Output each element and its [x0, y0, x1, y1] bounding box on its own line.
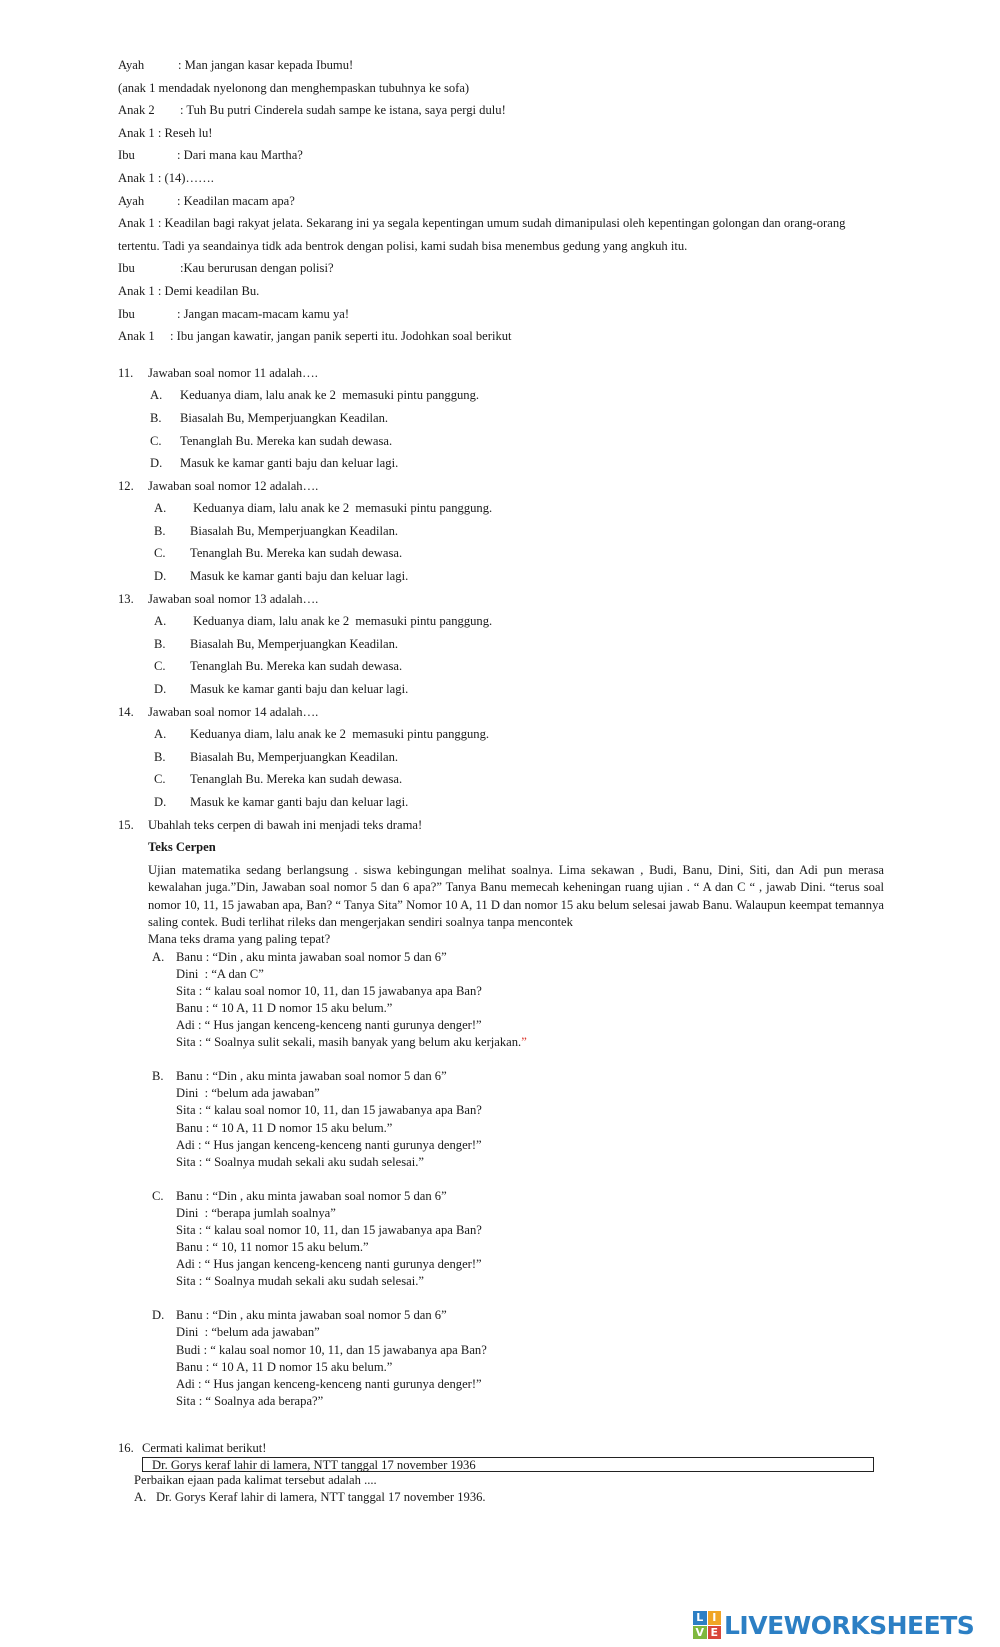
- options-list: [118, 497, 884, 587]
- option-letter: B.: [152, 1069, 164, 1084]
- drama-line: [152, 1273, 884, 1290]
- logo-mark-letter: V: [693, 1626, 707, 1640]
- option-b[interactable]: [148, 633, 884, 656]
- option-d[interactable]: [148, 791, 884, 814]
- drama-option-b[interactable]: [118, 1068, 884, 1171]
- drama-line: [152, 1085, 884, 1102]
- option-letter: C.: [152, 1188, 164, 1203]
- dialogue-text: (anak 1 mendadak nyelonong dan menghempaskan tubuhnya ke sofa): [118, 80, 470, 95]
- option-text: Masuk ke kamar ganti baju dan keluar lagi.: [190, 682, 409, 697]
- option-text: Masuk ke kamar ganti baju dan keluar lagi.: [180, 456, 399, 471]
- options-list: [118, 610, 884, 700]
- option-text: Tenanglah Bu. Mereka kan sudah dewasa.: [190, 659, 403, 674]
- dialogue-text: Dari mana kau Martha?: [183, 148, 303, 163]
- drama-line: [152, 1239, 884, 1256]
- cerpen-prompt: Mana teks drama yang paling tepat?: [148, 932, 331, 947]
- speaker: Anak 1 : Demi keadilan Bu.: [118, 283, 260, 298]
- question-head: [118, 588, 884, 611]
- drama-text: Adi : “ Hus jangan kenceng-kenceng nanti gurunya denger!”: [176, 1018, 482, 1033]
- cerpen-title: Teks Cerpen: [148, 840, 216, 855]
- logo-mark-letter: E: [708, 1626, 722, 1640]
- dialogue-text: Kau berurusan dengan polisi?: [183, 261, 334, 276]
- option-text: Keduanya diam, lalu anak ke 2 memasuki pintu panggung.: [190, 501, 493, 516]
- option-c[interactable]: [148, 430, 884, 453]
- drama-text: Banu : “Din , aku minta jawaban soal nomor 5 dan 6”: [176, 949, 447, 964]
- dialogue-text: Ibu jangan kawatir, jangan panik seperti itu. Jodohkan soal berikut: [176, 329, 512, 344]
- drama-text: Adi : “ Hus jangan kenceng-kenceng nanti gurunya denger!”: [176, 1376, 482, 1391]
- option-letter: D.: [154, 682, 167, 697]
- drama-option-d[interactable]: [118, 1307, 884, 1410]
- drama-line: [152, 1307, 884, 1324]
- speaker: Ibu: [118, 306, 135, 321]
- option-text: Tenanglah Bu. Mereka kan sudah dewasa.: [190, 772, 403, 787]
- dialogue-after-section: [118, 257, 884, 347]
- drama-text: Adi : “ Hus jangan kenceng-kenceng nanti gurunya denger!”: [176, 1257, 482, 1272]
- question-15: [118, 814, 884, 1410]
- drama-text: Banu : “Din , aku minta jawaban soal nomor 5 dan 6”: [176, 1069, 447, 1084]
- option-letter: A.: [134, 1489, 147, 1504]
- drama-text: Budi : “ kalau soal nomor 10, 11, dan 15 jawabanya apa Ban?: [176, 1342, 487, 1357]
- dialogue-line: [118, 54, 884, 77]
- drama-line: [152, 1342, 884, 1359]
- option-a[interactable]: [148, 610, 884, 633]
- dialogue-line: [118, 257, 884, 280]
- drama-line: [152, 1000, 884, 1017]
- question-number: 15.: [118, 817, 134, 832]
- option-letter: B.: [154, 636, 166, 651]
- question-head: [118, 475, 884, 498]
- drama-option-a[interactable]: [118, 949, 884, 1052]
- drama-line: [152, 1137, 884, 1154]
- dialogue-line: [118, 303, 884, 326]
- option-c[interactable]: [148, 542, 884, 565]
- question-11: [118, 362, 884, 475]
- logo-text: LIVEWORKSHEETS: [724, 1610, 975, 1640]
- drama-text: Dini : “A dan C”: [176, 966, 264, 981]
- drama-text: Banu : “ 10, 11 nomor 15 aku belum.”: [176, 1240, 369, 1255]
- question-text: Jawaban soal nomor 11 adalah….: [148, 365, 318, 380]
- speaker: Anak 1 : Reseh lu!: [118, 125, 213, 140]
- option-a[interactable]: [148, 497, 884, 520]
- drama-line: [152, 1359, 884, 1376]
- option-letter: C.: [154, 772, 166, 787]
- drama-line: [152, 1120, 884, 1137]
- dialogue-text: Man jangan kasar kepada Ibumu!: [184, 58, 354, 72]
- separator: :: [180, 261, 184, 276]
- drama-line: [152, 1256, 884, 1273]
- q16-option-a[interactable]: [118, 1489, 884, 1506]
- speaker: Anak 1: [118, 329, 155, 344]
- dialogue-text: Jangan macam-macam kamu ya!: [183, 306, 350, 321]
- option-text: Dr. Gorys Keraf lahir di lamera, NTT tanggal 17 november 1936.: [156, 1489, 486, 1504]
- option-letter: A.: [154, 614, 167, 629]
- drama-text: Sita : “ kalau soal nomor 10, 11, dan 15 jawabanya apa Ban?: [176, 1222, 482, 1237]
- question-number: 11.: [118, 365, 134, 380]
- drama-text: Dini : “belum ada jawaban”: [176, 1325, 320, 1340]
- drama-line: [152, 1324, 884, 1341]
- drama-text: Banu : “Din , aku minta jawaban soal nomor 5 dan 6”: [176, 1308, 447, 1323]
- dialogue-line: [118, 144, 884, 167]
- option-text: Keduanya diam, lalu anak ke 2 memasuki pintu panggung.: [180, 388, 480, 403]
- dialogue-line: [118, 122, 884, 145]
- drama-text: Sita : “ Soalnya mudah sekali aku sudah selesai.”: [176, 1154, 424, 1169]
- dialogue-line: [118, 280, 884, 303]
- option-b[interactable]: [148, 746, 884, 769]
- option-c[interactable]: [148, 655, 884, 678]
- drama-line: [152, 1154, 884, 1171]
- drama-line: [152, 966, 884, 983]
- drama-text: Sita : “ kalau soal nomor 10, 11, dan 15 jawabanya apa Ban?: [176, 1103, 482, 1118]
- option-a[interactable]: [148, 384, 884, 407]
- drama-text: Sita : “ Soalnya mudah sekali aku sudah selesai.”: [176, 1274, 424, 1289]
- drama-line: [152, 1205, 884, 1222]
- question-text: Jawaban soal nomor 13 adalah….: [148, 591, 319, 606]
- question-number: 12.: [118, 478, 134, 493]
- dialogue-line: [118, 99, 884, 122]
- options-list: [118, 384, 884, 474]
- dialogue-line: [118, 77, 884, 100]
- speaker: Ayah: [118, 193, 145, 208]
- options-list: [118, 723, 884, 813]
- drama-line: [152, 1188, 884, 1205]
- drama-text: Sita : “ Soalnya ada berapa?”: [176, 1393, 324, 1408]
- drama-option-c[interactable]: [118, 1188, 884, 1291]
- option-letter: B.: [154, 749, 166, 764]
- option-letter: D.: [152, 1308, 165, 1323]
- option-letter: C.: [154, 546, 166, 561]
- drama-line: [152, 1393, 884, 1410]
- logo-mark-letter: I: [708, 1611, 722, 1625]
- option-d[interactable]: [148, 678, 884, 701]
- question-number: 16.: [118, 1440, 134, 1455]
- option-letter: B.: [154, 523, 166, 538]
- option-b[interactable]: [148, 520, 884, 543]
- drama-text: Sita : “ Soalnya sulit sekali, masih banyak yang belum aku kerjakan.: [176, 1035, 522, 1050]
- drama-text: Sita : “ kalau soal nomor 10, 11, dan 15 jawabanya apa Ban?: [176, 983, 482, 998]
- drama-text: Banu : “ 10 A, 11 D nomor 15 aku belum.”: [176, 1359, 393, 1374]
- questions-section: [118, 362, 884, 814]
- dialogue-line: [118, 190, 884, 213]
- drama-text: Dini : “belum ada jawaban”: [176, 1086, 320, 1101]
- question-13: [118, 588, 884, 701]
- question-number: 13.: [118, 591, 134, 606]
- option-letter: B.: [150, 410, 162, 425]
- worksheet-page: [118, 54, 884, 1506]
- boxed-sentence: Dr. Gorys keraf lahir di lamera, NTT tanggal 17 november 1936: [142, 1457, 874, 1472]
- option-letter: C.: [154, 659, 166, 674]
- question-text: Jawaban soal nomor 14 adalah….: [148, 704, 319, 719]
- drama-text: Banu : “Din , aku minta jawaban soal nomor 5 dan 6”: [176, 1188, 447, 1203]
- option-c[interactable]: [148, 768, 884, 791]
- option-letter: A.: [154, 501, 167, 516]
- question-text: Jawaban soal nomor 12 adalah….: [148, 478, 319, 493]
- option-text: Biasalah Bu, Memperjuangkan Keadilan.: [190, 749, 399, 764]
- option-letter: D.: [154, 569, 167, 584]
- logo-mark-icon: [693, 1611, 721, 1639]
- drama-line: [152, 1376, 884, 1393]
- option-text: Biasalah Bu, Memperjuangkan Keadilan.: [190, 636, 399, 651]
- speaker: Ibu: [118, 261, 135, 276]
- option-d[interactable]: [148, 452, 884, 475]
- drama-text: Banu : “ 10 A, 11 D nomor 15 aku belum.”: [176, 1120, 393, 1135]
- option-text: Keduanya diam, lalu anak ke 2 memasuki pintu panggung.: [190, 727, 490, 742]
- option-text: Masuk ke kamar ganti baju dan keluar lagi.: [190, 569, 409, 584]
- dialogue-line: [118, 325, 884, 348]
- drama-line: [152, 983, 884, 1000]
- cerpen-body: Ujian matematika sedang berlangsung . siswa kebingungan melihat soalnya. Lima sekawan , Budi, Banu, Dini, Siti, dan Adi pun merasa kewalahan juga.”Din, Jawaban soal nomor 5 dan 6 apa?” Tanya Banu memecah keheningan ruang ujian . “ A dan C “ , jawab Dini. “terus soal nomor 10, 11, 15 jawaban apa, Ban? “ Tanya Sita” Nomor 10 A, 11 D dan nomor 15 aku belum selesai jawab Banu. Walaupun keempat temannya saling contek. Budi terlihat rileks dan mengerjakan sendiri soalnya tanpa mencontek: [148, 863, 884, 930]
- option-letter: D.: [154, 795, 167, 809]
- option-a[interactable]: [148, 723, 884, 746]
- option-letter: C.: [150, 433, 162, 448]
- question-16: [118, 1440, 884, 1506]
- speaker: Anak 2: [118, 103, 155, 118]
- option-letter: A.: [152, 949, 165, 964]
- question-text: Cermati kalimat berikut!: [142, 1440, 267, 1455]
- drama-options: [118, 949, 884, 1410]
- option-letter: A.: [150, 388, 163, 403]
- question-head: [118, 362, 884, 385]
- liveworksheets-logo[interactable]: [693, 1611, 993, 1639]
- option-b[interactable]: [148, 407, 884, 430]
- drama-text: Banu : “ 10 A, 11 D nomor 15 aku belum.”: [176, 1000, 393, 1015]
- separator: :: [170, 329, 177, 344]
- option-text: Biasalah Bu, Memperjuangkan Keadilan.: [180, 410, 389, 425]
- drama-line: [152, 1222, 884, 1239]
- closing-quote: ”: [521, 1035, 527, 1050]
- question-12: [118, 475, 884, 588]
- separator: :: [178, 58, 185, 72]
- drama-line: [152, 1068, 884, 1085]
- option-letter: A.: [154, 727, 167, 742]
- separator: :: [177, 148, 184, 163]
- option-text: Tenanglah Bu. Mereka kan sudah dewasa.: [180, 433, 393, 448]
- separator: :: [177, 306, 184, 321]
- question-head: [118, 701, 884, 724]
- question-number: 14.: [118, 704, 134, 719]
- logo-mark-letter: L: [693, 1611, 707, 1625]
- q16-prompt: Perbaikan ejaan pada kalimat tersebut adalah ....: [134, 1472, 377, 1487]
- option-d[interactable]: [148, 565, 884, 588]
- speaker: Anak 1 : (14)…….: [118, 170, 214, 185]
- option-letter: D.: [150, 456, 163, 471]
- option-text: Keduanya diam, lalu anak ke 2 memasuki pintu panggung.: [190, 614, 493, 629]
- dialogue-section: [118, 54, 884, 212]
- question-text: Ubahlah teks cerpen di bawah ini menjadi teks drama!: [148, 817, 423, 832]
- separator: :: [180, 103, 187, 118]
- drama-line: [152, 949, 884, 966]
- dialogue-text: Keadilan macam apa?: [183, 193, 295, 208]
- option-text: Masuk ke kamar ganti baju dan keluar lagi.: [190, 795, 409, 809]
- separator: :: [177, 193, 184, 208]
- speaker: Ayah: [118, 58, 145, 72]
- drama-line: [152, 1017, 884, 1034]
- dialogue-line: [118, 167, 884, 190]
- option-text: Tenanglah Bu. Mereka kan sudah dewasa.: [190, 546, 403, 561]
- speaker: Ibu: [118, 148, 135, 163]
- drama-text: Adi : “ Hus jangan kenceng-kenceng nanti gurunya denger!”: [176, 1137, 482, 1152]
- drama-line: [152, 1102, 884, 1119]
- drama-text: Dini : “berapa jumlah soalnya”: [176, 1205, 336, 1220]
- dialogue-text: Tuh Bu putri Cinderela sudah sampe ke istana, saya pergi dulu!: [186, 103, 506, 118]
- drama-line: [152, 1034, 884, 1051]
- option-text: Biasalah Bu, Memperjuangkan Keadilan.: [190, 523, 399, 538]
- question-14: [118, 701, 884, 814]
- dialogue-long-line: Anak 1 : Keadilan bagi rakyat jelata. Sekarang ini ya segala kepentingan umum sudah dimanipulasi oleh kepentingan golongan dan orang-orang tertentu. Tadi ya seandainya tidk ada bentrok dengan polisi, kami sudah bisa menembus gedung yang angkuh itu.: [118, 216, 846, 253]
